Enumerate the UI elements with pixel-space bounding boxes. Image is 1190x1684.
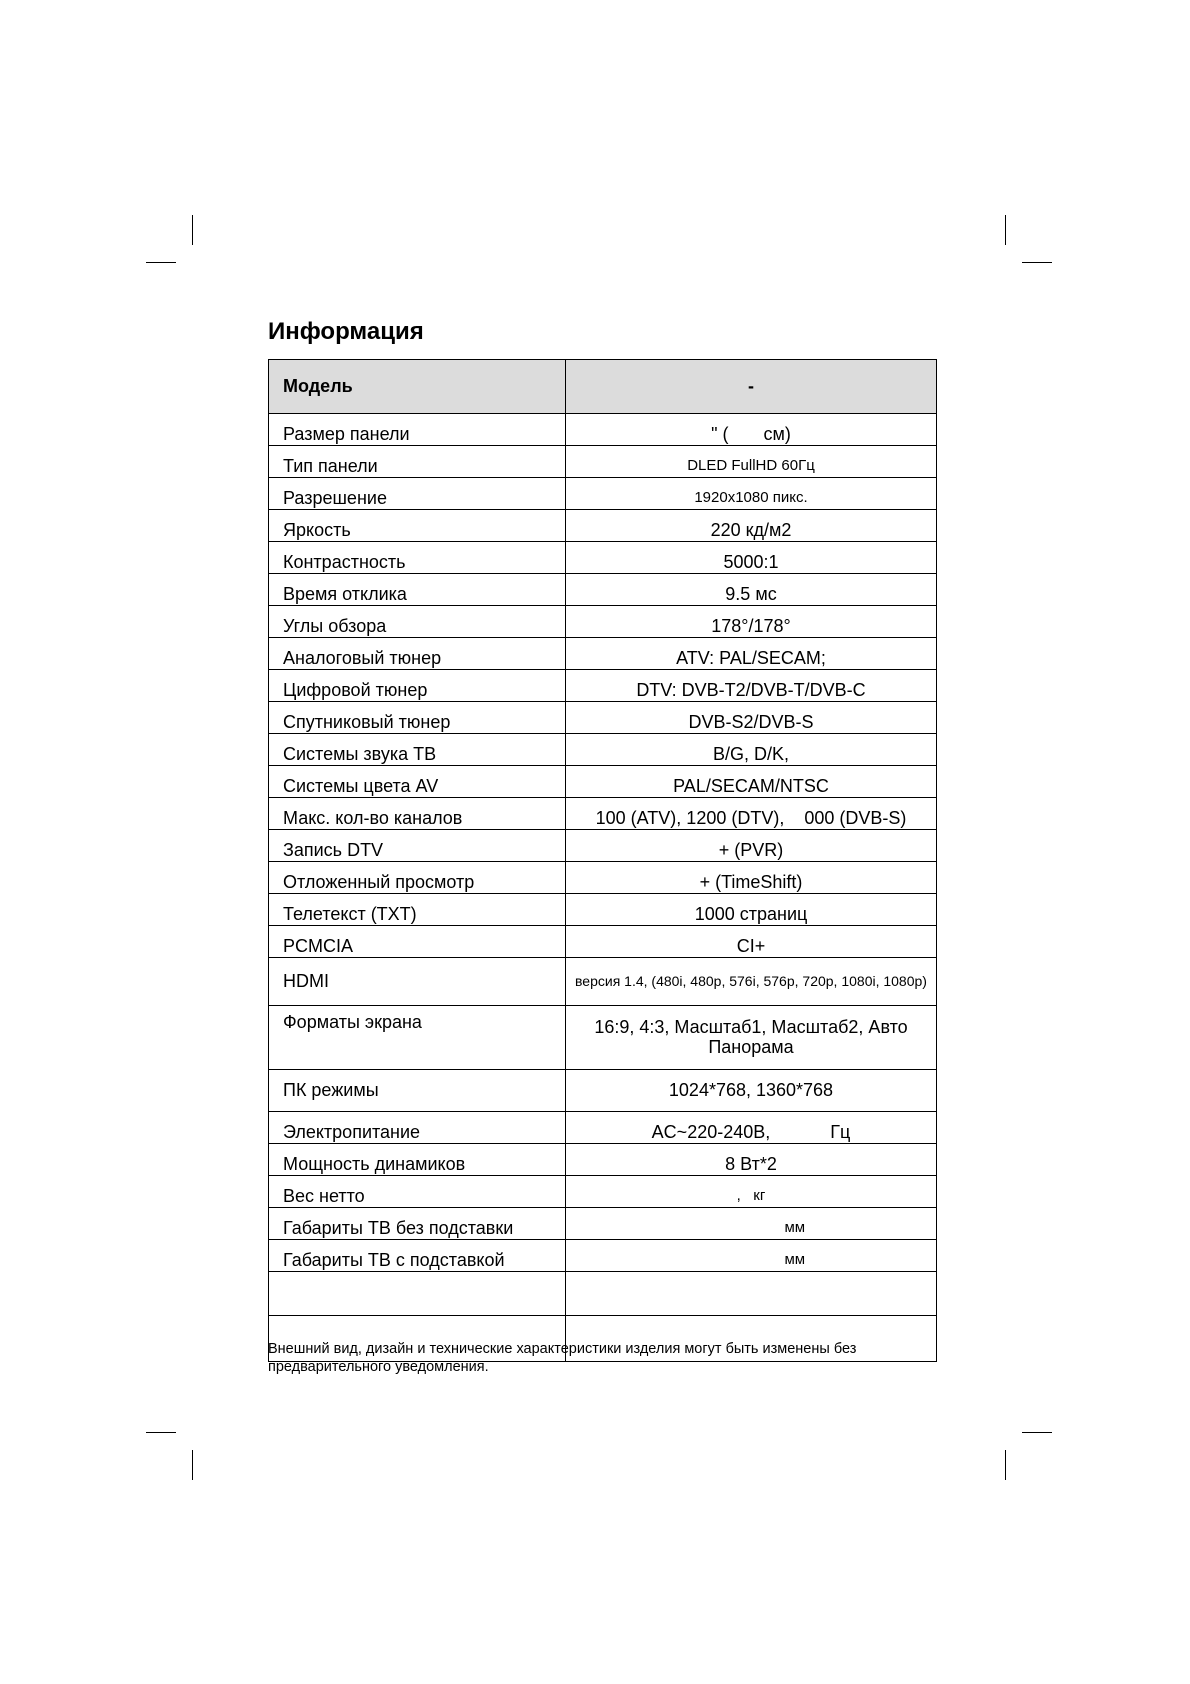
resolution-label: Разрешение	[269, 478, 566, 510]
pc-modes-label: ПК режимы	[269, 1070, 566, 1112]
dtv-record-value: + (PVR)	[566, 830, 937, 862]
teletext-label: Телетекст (TXT)	[269, 894, 566, 926]
dimensions-with-stand-label: Габариты ТВ с подставкой	[269, 1240, 566, 1272]
table-row	[269, 574, 937, 606]
viewing-angles-value: 178°/178°	[566, 606, 937, 638]
table-row	[269, 798, 937, 830]
table-row	[269, 1176, 937, 1208]
table-header-row	[269, 360, 937, 414]
table-row	[269, 1208, 937, 1240]
crop-mark	[1005, 1450, 1006, 1480]
digital-tuner-label: Цифровой тюнер	[269, 670, 566, 702]
disclaimer-note: Внешний вид, дизайн и технические характеристики изделия могут быть изменены без предварительного уведомления.	[268, 1341, 857, 1375]
dimensions-with-stand-value: мм	[566, 1240, 937, 1272]
table-row	[269, 414, 937, 446]
dtv-record-label: Запись DTV	[269, 830, 566, 862]
net-weight-value: , кг	[566, 1176, 937, 1208]
teletext-value: 1000 страниц	[566, 894, 937, 926]
contrast-value: 5000:1	[566, 542, 937, 574]
response-time-label: Время отклика	[269, 574, 566, 606]
analog-tuner-value: ATV: PAL/SECAM;	[566, 638, 937, 670]
screen-formats-value: 16:9, 4:3, Масштаб1, Масштаб2, Авто Панорама	[566, 1006, 937, 1070]
table-row	[269, 606, 937, 638]
satellite-tuner-label: Спутниковый тюнер	[269, 702, 566, 734]
digital-tuner-value: DTV: DVB-T2/DVB-T/DVB-C	[566, 670, 937, 702]
pcmcia-value: CI+	[566, 926, 937, 958]
brightness-value: 220 кд/м2	[566, 510, 937, 542]
crop-mark	[1005, 215, 1006, 245]
table-row	[269, 446, 937, 478]
table-row	[269, 734, 937, 766]
crop-mark	[146, 1432, 176, 1433]
crop-mark	[1022, 1432, 1052, 1433]
table-row	[269, 702, 937, 734]
table-row	[269, 1144, 937, 1176]
table-row	[269, 1240, 937, 1272]
speaker-power-label: Мощность динамиков	[269, 1144, 566, 1176]
max-channels-value: 100 (ATV), 1200 (DTV), 000 (DVB-S)	[566, 798, 937, 830]
crop-mark	[192, 215, 193, 245]
model-label: Модель	[269, 360, 566, 414]
page-title: Информация	[268, 318, 424, 345]
spec-table	[268, 359, 937, 1362]
table-row	[269, 670, 937, 702]
table-row	[269, 1006, 937, 1070]
empty-cell	[269, 1272, 566, 1316]
table-row	[269, 862, 937, 894]
crop-mark	[146, 262, 176, 263]
screen-formats-label: Форматы экрана	[269, 1006, 566, 1070]
sound-systems-label: Системы звука ТВ	[269, 734, 566, 766]
model-value: -	[566, 360, 937, 414]
panel-type-value: DLED FullHD 60Гц	[566, 446, 937, 478]
hdmi-value: версия 1.4, (480i, 480p, 576i, 576p, 720p, 1080i, 1080p)	[566, 958, 937, 1006]
table-row	[269, 638, 937, 670]
analog-tuner-label: Аналоговый тюнер	[269, 638, 566, 670]
table-row-empty	[269, 1272, 937, 1316]
dimensions-without-stand-label: Габариты ТВ без подставки	[269, 1208, 566, 1240]
table-row	[269, 542, 937, 574]
speaker-power-value: 8 Вт*2	[566, 1144, 937, 1176]
table-row	[269, 510, 937, 542]
timeshift-label: Отложенный просмотр	[269, 862, 566, 894]
viewing-angles-label: Углы обзора	[269, 606, 566, 638]
resolution-value: 1920х1080 пикс.	[566, 478, 937, 510]
contrast-label: Контрастность	[269, 542, 566, 574]
brightness-label: Яркость	[269, 510, 566, 542]
empty-cell	[566, 1272, 937, 1316]
table-row	[269, 958, 937, 1006]
satellite-tuner-value: DVB-S2/DVB-S	[566, 702, 937, 734]
dimensions-without-stand-value: мм	[566, 1208, 937, 1240]
sound-systems-value: B/G, D/K,	[566, 734, 937, 766]
pc-modes-value: 1024*768, 1360*768	[566, 1070, 937, 1112]
power-supply-value: AC~220-240В, Гц	[566, 1112, 937, 1144]
table-row	[269, 478, 937, 510]
hdmi-label: HDMI	[269, 958, 566, 1006]
crop-mark	[1022, 262, 1052, 263]
color-systems-label: Системы цвета AV	[269, 766, 566, 798]
power-supply-label: Электропитание	[269, 1112, 566, 1144]
pcmcia-label: PCMCIA	[269, 926, 566, 958]
max-channels-label: Макс. кол-во каналов	[269, 798, 566, 830]
table-row	[269, 766, 937, 798]
panel-size-value: " ( см)	[566, 414, 937, 446]
table-row	[269, 830, 937, 862]
table-row	[269, 894, 937, 926]
crop-mark	[192, 1450, 193, 1480]
response-time-value: 9.5 мс	[566, 574, 937, 606]
net-weight-label: Вес нетто	[269, 1176, 566, 1208]
table-row	[269, 1112, 937, 1144]
panel-type-label: Тип панели	[269, 446, 566, 478]
table-row	[269, 926, 937, 958]
panel-size-label: Размер панели	[269, 414, 566, 446]
table-row	[269, 1070, 937, 1112]
timeshift-value: + (TimeShift)	[566, 862, 937, 894]
color-systems-value: PAL/SECAM/NTSC	[566, 766, 937, 798]
